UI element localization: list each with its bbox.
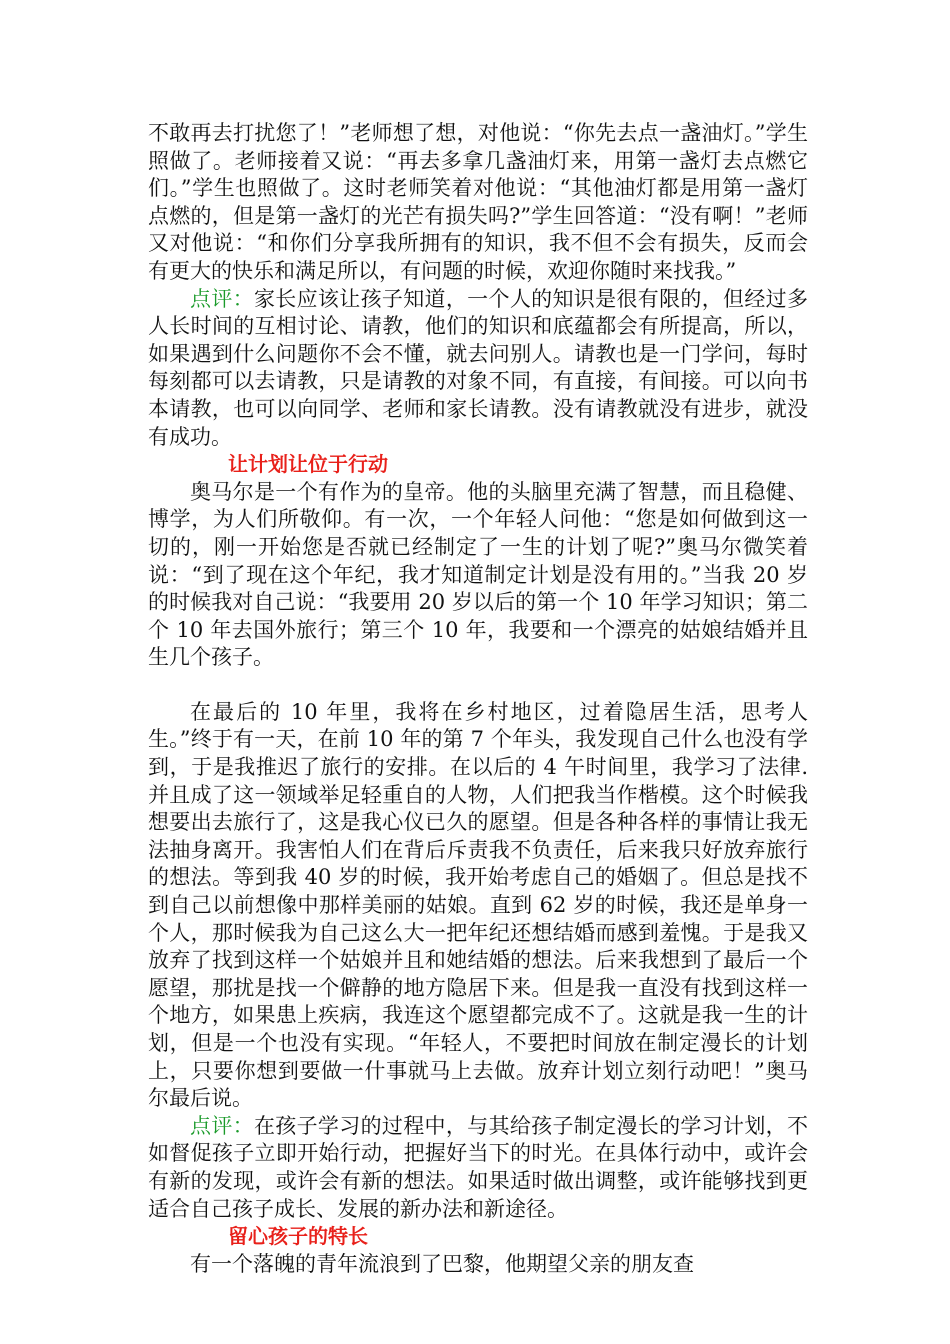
- story-paragraph: 不敢再去打扰您了！”老师想了想，对他说：“你先去点一盏油灯。”学生照做了。老师接着又说：“再去多拿几盏油灯来，用第一盏灯去点燃它们。”学生也照做了。这时老师笑着对他说：“其他油灯都是用第一盏灯点燃的，但是第一盏灯的光芒有损失吗?”学生回答道：“没有啊！”老师又对他说：“和你们分享我所拥有的知识，我不但不会有损失，反而会有更大的快乐和满足所以，有问题的时候，欢迎你随时来找我。”: [148, 121, 808, 283]
- comment-text: 在孩子学习的过程中，与其给孩子制定漫长的学习计划，不如督促孩子立即开始行动，把握好当下的时光。在具体行动中，或许会有新的发现，或许会有新的想法。如果适时做出调整，或许能够找到更适合自己孩子成长、发展的新办法和新途径。: [148, 1113, 809, 1221]
- section-heading: 留心孩子的特长: [228, 1224, 368, 1249]
- comment-paragraph: [148, 1113, 808, 1223]
- comment-label: 点评：: [190, 1113, 254, 1138]
- comment-paragraph: [148, 286, 808, 452]
- comment-label: 点评：: [190, 286, 254, 311]
- document-page: [148, 120, 808, 1278]
- story-paragraph: 奥马尔是一个有作为的皇帝。他的头脑里充满了智慧，而且稳健、博学，为人们所敬仰。有一次，一个年轻人问他：“您是如何做到这一切的，刚一开始您是否就已经制定了一生的计划了呢?”奥马尔微笑着说：“到了现在这个年纪，我才知道制定计划是没有用的。”当我 20 岁的时候我对自己说：“我要用 20 岁以后的第一个 10 年学习知识；第二个 10 年去国外旅行；第三个 10 年，我要和一个漂亮的姑娘结婚并且生几个孩子。: [148, 479, 808, 670]
- story-paragraph: 在最后的 10 年里，我将在乡村地区，过着隐居生活，思考人生。”终于有一天，在前 10 年的第 7 个年头，我发现自己什么也没有学到，于是我推迟了旅行的安排。在以后的 4 午时间里，我学习了法律. 并且成了这一领域举足轻重自的人物，人们把我当作楷模。这个时候我想要出去旅行了，这是我心仪已久的愿望。但是各种各样的事情让我无法抽身离开。我害怕人们在背后斥责我不负责任，后来我只好放弃旅行的想法。等到我 40 岁的时候，我开始考虑自己的婚姻了。但总是找不到自己以前想像中那样美丽的姑娘。直到 62 岁的时候，我还是单身一个人，那时候我为自己这么大一把年纪还想结婚而感到羞愧。于是我又放弃了找到这样一个姑娘并且和她结婚的想法。后来我想到了最后一个愿望，那扰是找一个僻静的地方隐居下来。但是我一直没有找到这样一个地方，如果患上疾病，我连这个愿望都完成不了。这就是我一生的计划，但是一个也没有实现。“年轻人，不要把时间放在制定漫长的计划上，只要你想到要做一什事就马上去做。放弃计划立刻行动吧！”奥马尔最后说。: [148, 699, 808, 1111]
- story-paragraph: 有一个落魄的青年流浪到了巴黎，他期望父亲的朋友查: [190, 1251, 694, 1276]
- paragraph-gap: [148, 672, 808, 699]
- section-heading: 让计划让位于行动: [228, 452, 388, 477]
- comment-text: 家长应该让孩子知道，一个人的知识是很有限的，但经过多人长时间的互相讨论、请教，他们的知识和底蕴都会有所提高，所以，如果遇到什么问题你不会不懂，就去问别人。请教也是一门学问，每时每刻都可以去请教，只是请教的对象不同，有直接，有间接。可以向书本请教，也可以向同学、老师和家长请教。没有请教就没有进步，就没有成功。: [148, 286, 809, 449]
